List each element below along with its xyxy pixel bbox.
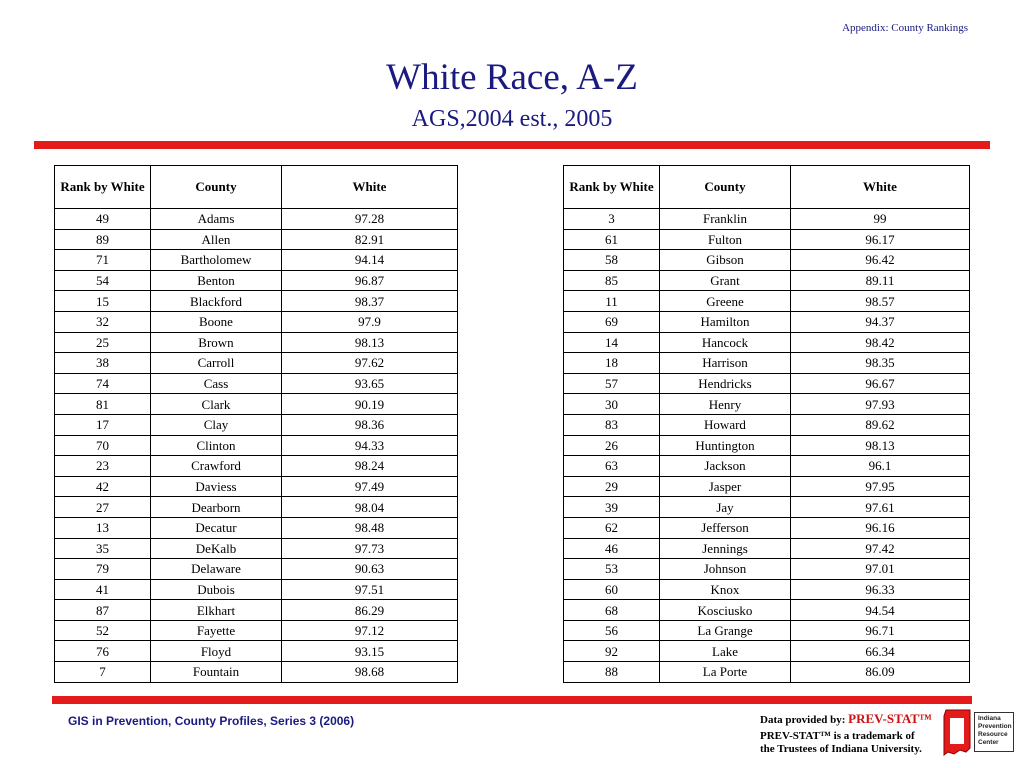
rank-cell: 18 (564, 353, 660, 374)
rank-cell: 89 (55, 229, 151, 250)
rank-cell: 76 (55, 641, 151, 662)
county-cell: Grant (660, 270, 791, 291)
data-provided-text: Data provided by: (760, 714, 846, 726)
rank-cell: 53 (564, 559, 660, 580)
county-cell: Jay (660, 497, 791, 518)
county-cell: Hancock (660, 332, 791, 353)
rank-header (55, 166, 151, 209)
rank-cell: 85 (564, 270, 660, 291)
table-row (564, 394, 970, 415)
white-value-cell: 98.37 (282, 291, 458, 312)
table-row (55, 600, 458, 621)
county-cell: Crawford (151, 456, 282, 477)
county-cell: Johnson (660, 559, 791, 580)
white-value-cell: 97.28 (282, 209, 458, 230)
rank-cell: 14 (564, 332, 660, 353)
table-row (564, 373, 970, 394)
white-header: White (282, 166, 458, 209)
table-row (564, 414, 970, 435)
rank-cell: 42 (55, 476, 151, 497)
white-value-cell: 96.1 (791, 456, 970, 477)
white-value-cell: 98.04 (282, 497, 458, 518)
county-cell: Jasper (660, 476, 791, 497)
table-row (564, 209, 970, 230)
rank-cell: 29 (564, 476, 660, 497)
white-value-cell: 96.16 (791, 517, 970, 538)
table-row (564, 559, 970, 580)
county-cell: Daviess (151, 476, 282, 497)
white-value-cell: 97.49 (282, 476, 458, 497)
county-cell: Clinton (151, 435, 282, 456)
white-value-cell: 82.91 (282, 229, 458, 250)
county-cell: Elkhart (151, 600, 282, 621)
county-cell: Jefferson (660, 517, 791, 538)
table-row (564, 538, 970, 559)
rank-cell: 70 (55, 435, 151, 456)
rank-cell: 81 (55, 394, 151, 415)
white-value-cell: 98.42 (791, 332, 970, 353)
rank-cell: 83 (564, 414, 660, 435)
rank-cell: 25 (55, 332, 151, 353)
white-value-cell: 86.29 (282, 600, 458, 621)
county-cell: DeKalb (151, 538, 282, 559)
county-cell: Allen (151, 229, 282, 250)
table-row (564, 456, 970, 477)
rank-cell: 49 (55, 209, 151, 230)
trademark-line-1: PREV-STAT™ is a trademark of (760, 730, 915, 742)
ipr-center-logo (940, 708, 1016, 758)
rank-cell: 17 (55, 414, 151, 435)
page-subtitle: AGS,2004 est., 2005 (411, 106, 613, 132)
rank-cell: 30 (564, 394, 660, 415)
table-row (55, 641, 458, 662)
table-row (55, 497, 458, 518)
table-header-row (564, 166, 970, 209)
white-value-cell: 96.67 (791, 373, 970, 394)
county-cell: Kosciusko (660, 600, 791, 621)
appendix-label: Appendix: County Rankings (842, 22, 968, 34)
table-row (55, 435, 458, 456)
logo-line: Resource (978, 731, 1008, 738)
top-divider (34, 141, 990, 149)
rank-header-label: Rank by White (569, 179, 654, 194)
table-row (564, 620, 970, 641)
white-value-cell: 97.93 (791, 394, 970, 415)
table-row (564, 517, 970, 538)
table-row (564, 311, 970, 332)
trademark-notice (760, 730, 922, 756)
white-value-cell: 97.73 (282, 538, 458, 559)
county-cell: Howard (660, 414, 791, 435)
rank-cell: 46 (564, 538, 660, 559)
rank-cell: 61 (564, 229, 660, 250)
rank-cell: 32 (55, 311, 151, 332)
county-cell: Clark (151, 394, 282, 415)
white-value-cell: 97.61 (791, 497, 970, 518)
rank-cell: 27 (55, 497, 151, 518)
table-row (564, 476, 970, 497)
rank-cell: 62 (564, 517, 660, 538)
white-value-cell: 98.36 (282, 414, 458, 435)
county-cell: Fayette (151, 620, 282, 641)
logo-text-box (974, 712, 1014, 752)
table-row (564, 291, 970, 312)
rank-cell: 26 (564, 435, 660, 456)
data-provided-label (760, 711, 932, 727)
table-header-row (55, 166, 458, 209)
table-row (55, 559, 458, 580)
white-value-cell: 93.65 (282, 373, 458, 394)
table-row (564, 229, 970, 250)
county-cell: Jackson (660, 456, 791, 477)
white-value-cell: 94.54 (791, 600, 970, 621)
white-value-cell: 98.48 (282, 517, 458, 538)
county-cell: Floyd (151, 641, 282, 662)
white-value-cell: 97.95 (791, 476, 970, 497)
white-value-cell: 96.71 (791, 620, 970, 641)
white-value-cell: 98.24 (282, 456, 458, 477)
white-value-cell: 98.13 (791, 435, 970, 456)
white-value-cell: 94.14 (282, 250, 458, 271)
rank-cell: 23 (55, 456, 151, 477)
rank-cell: 74 (55, 373, 151, 394)
white-value-cell: 98.35 (791, 353, 970, 374)
bottom-divider (52, 696, 972, 704)
table-row (55, 662, 458, 683)
county-cell: Lake (660, 641, 791, 662)
white-header: White (791, 166, 970, 209)
page-title: White Race, A-Z (386, 57, 638, 98)
county-cell: Fountain (151, 662, 282, 683)
county-cell: Dearborn (151, 497, 282, 518)
white-value-cell: 93.15 (282, 641, 458, 662)
white-value-cell: 90.63 (282, 559, 458, 580)
rank-cell: 92 (564, 641, 660, 662)
table-row (55, 291, 458, 312)
table-row (564, 600, 970, 621)
county-cell: Hendricks (660, 373, 791, 394)
table-row (55, 270, 458, 291)
white-value-cell: 90.19 (282, 394, 458, 415)
rank-cell: 52 (55, 620, 151, 641)
county-cell: La Grange (660, 620, 791, 641)
county-cell: Hamilton (660, 311, 791, 332)
table-row (55, 538, 458, 559)
rank-cell: 57 (564, 373, 660, 394)
table-row (55, 414, 458, 435)
trademark-line-2: the Trustees of Indiana University. (760, 743, 922, 755)
county-cell: Benton (151, 270, 282, 291)
white-value-cell: 98.68 (282, 662, 458, 683)
county-cell: La Porte (660, 662, 791, 683)
white-value-cell: 94.33 (282, 435, 458, 456)
white-value-cell: 97.01 (791, 559, 970, 580)
county-header: County (151, 166, 282, 209)
rank-cell: 54 (55, 270, 151, 291)
rank-cell: 35 (55, 538, 151, 559)
white-value-cell: 96.87 (282, 270, 458, 291)
white-value-cell: 97.42 (791, 538, 970, 559)
table-row (564, 435, 970, 456)
table-row (564, 332, 970, 353)
rank-cell: 38 (55, 353, 151, 374)
white-value-cell: 98.13 (282, 332, 458, 353)
white-value-cell: 89.62 (791, 414, 970, 435)
white-value-cell: 96.42 (791, 250, 970, 271)
footer-series-label: GIS in Prevention, County Profiles, Series 3 (2006) (68, 714, 355, 728)
county-cell: Clay (151, 414, 282, 435)
table-row (564, 662, 970, 683)
county-cell: Henry (660, 394, 791, 415)
county-cell: Fulton (660, 229, 791, 250)
table-row (564, 270, 970, 291)
table-row (55, 353, 458, 374)
rank-cell: 88 (564, 662, 660, 683)
rank-cell: 39 (564, 497, 660, 518)
rank-cell: 58 (564, 250, 660, 271)
county-cell: Delaware (151, 559, 282, 580)
table-row (55, 476, 458, 497)
white-value-cell: 98.57 (791, 291, 970, 312)
county-cell: Carroll (151, 353, 282, 374)
rank-cell: 15 (55, 291, 151, 312)
rank-cell: 7 (55, 662, 151, 683)
table-body-left (55, 209, 458, 683)
rank-header (564, 166, 660, 209)
prev-stat-brand: PREV-STAT™ (848, 711, 932, 726)
rank-cell: 41 (55, 579, 151, 600)
logo-line: Indiana (978, 715, 1001, 722)
table-row (564, 497, 970, 518)
table-body-right (564, 209, 970, 683)
rank-cell: 56 (564, 620, 660, 641)
county-cell: Gibson (660, 250, 791, 271)
county-cell: Knox (660, 579, 791, 600)
county-cell: Franklin (660, 209, 791, 230)
white-value-cell: 89.11 (791, 270, 970, 291)
white-value-cell: 94.37 (791, 311, 970, 332)
white-value-cell: 97.12 (282, 620, 458, 641)
county-cell: Blackford (151, 291, 282, 312)
white-value-cell: 96.17 (791, 229, 970, 250)
rank-cell: 11 (564, 291, 660, 312)
table-row (55, 209, 458, 230)
county-cell: Huntington (660, 435, 791, 456)
county-cell: Harrison (660, 353, 791, 374)
white-value-cell: 97.62 (282, 353, 458, 374)
table-row (564, 353, 970, 374)
white-value-cell: 66.34 (791, 641, 970, 662)
county-cell: Greene (660, 291, 791, 312)
rank-cell: 69 (564, 311, 660, 332)
county-cell: Bartholomew (151, 250, 282, 271)
rank-cell: 87 (55, 600, 151, 621)
table-row (55, 579, 458, 600)
table-row (564, 579, 970, 600)
county-cell: Brown (151, 332, 282, 353)
logo-line: Center (978, 739, 999, 746)
rank-header-label: Rank by White (60, 179, 145, 194)
table-row (564, 250, 970, 271)
rank-cell: 71 (55, 250, 151, 271)
county-cell: Boone (151, 311, 282, 332)
table-row (55, 394, 458, 415)
rank-cell: 60 (564, 579, 660, 600)
white-value-cell: 96.33 (791, 579, 970, 600)
table-row (55, 620, 458, 641)
county-cell: Adams (151, 209, 282, 230)
county-header: County (660, 166, 791, 209)
rank-cell: 3 (564, 209, 660, 230)
table-row (55, 332, 458, 353)
county-cell: Jennings (660, 538, 791, 559)
table-row (55, 250, 458, 271)
table-row (55, 517, 458, 538)
white-value-cell: 86.09 (791, 662, 970, 683)
table-row (55, 311, 458, 332)
table-row (55, 373, 458, 394)
county-cell: Dubois (151, 579, 282, 600)
table-row (564, 641, 970, 662)
white-value-cell: 97.9 (282, 311, 458, 332)
table-row (55, 456, 458, 477)
indiana-state-outline-icon (940, 708, 976, 758)
county-cell: Cass (151, 373, 282, 394)
rank-cell: 63 (564, 456, 660, 477)
white-value-cell: 97.51 (282, 579, 458, 600)
rank-cell: 68 (564, 600, 660, 621)
logo-line: Prevention (978, 723, 1012, 730)
rank-cell: 79 (55, 559, 151, 580)
rank-cell: 13 (55, 517, 151, 538)
table-row (55, 229, 458, 250)
white-value-cell: 99 (791, 209, 970, 230)
county-cell: Decatur (151, 517, 282, 538)
rankings-table-right (563, 165, 970, 683)
rankings-table-left (54, 165, 458, 683)
